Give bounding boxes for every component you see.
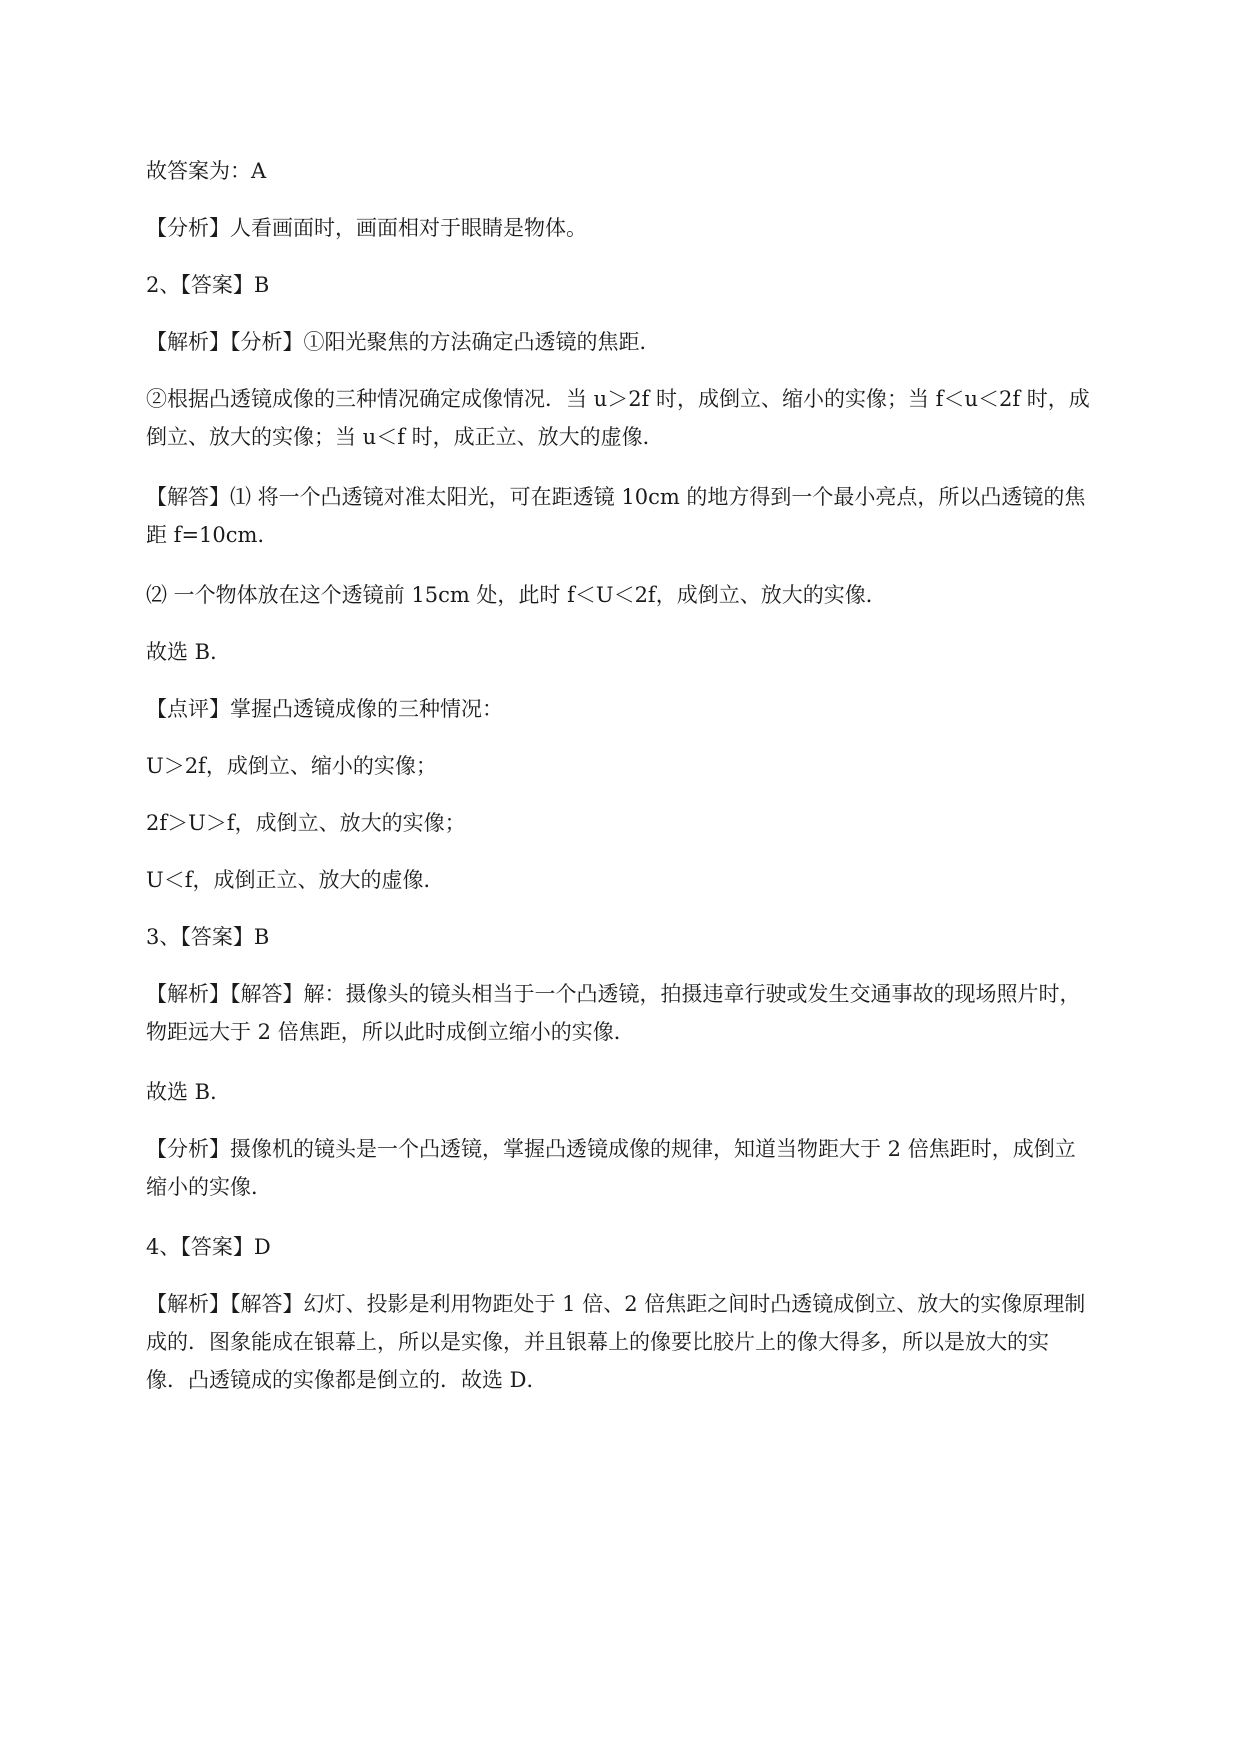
answer-conclusion — [146, 633, 1146, 671]
analysis-paragraph — [146, 1130, 1146, 1206]
text-line: U＜f，成倒正立、放大的虚像． — [146, 868, 445, 892]
text-line: 倒立、放大的实像；当 u＜f 时，成正立、放大的虚像． — [146, 425, 664, 449]
explanation-paragraph — [146, 1285, 1146, 1399]
text-line: 故选 B． — [146, 1080, 232, 1104]
text-line: 【点评】掌握凸透镜成像的三种情况： — [146, 697, 503, 721]
answer-heading — [146, 918, 1146, 956]
text-line: 成的．图象能成在银幕上，所以是实像，并且银幕上的像要比胶片上的像大得多，所以是放大的实 — [146, 1330, 1049, 1354]
solution-paragraph — [146, 478, 1146, 554]
comment-paragraph — [146, 690, 1146, 728]
answer-heading — [146, 1228, 1146, 1266]
text-line: ②根据凸透镜成像的三种情况确定成像情况．当 u＞2f 时，成倒立、缩小的实像；当 f＜u＜2f 时，成 — [146, 387, 1090, 411]
text-line: 【分析】摄像机的镜头是一个凸透镜，掌握凸透镜成像的规律，知道当物距大于 2 倍焦距时，成倒立 — [146, 1137, 1076, 1161]
text-line: 缩小的实像． — [146, 1175, 272, 1199]
text-line: 【解析】【解答】幻灯、投影是利用物距处于 1 倍、2 倍焦距之间时凸透镜成倒立、放大的实像原理制 — [146, 1292, 1086, 1316]
text-line: 物距远大于 2 倍焦距，所以此时成倒立缩小的实像． — [146, 1020, 635, 1044]
answer-heading — [146, 266, 1146, 304]
rule-item — [146, 804, 1146, 842]
text-line: 故选 B． — [146, 640, 232, 664]
text-line: 【解答】⑴ 将一个凸透镜对准太阳光，可在距透镜 10cm 的地方得到一个最小亮点，所以凸透镜的焦 — [146, 485, 1086, 509]
explanation-paragraph — [146, 380, 1146, 456]
text-line: U＞2f，成倒立、缩小的实像； — [146, 754, 437, 778]
answer-conclusion — [146, 152, 1146, 190]
solution-paragraph — [146, 576, 1146, 614]
text-line: 2、【答案】B — [146, 273, 270, 297]
text-line: 像．凸透镜成的实像都是倒立的．故选 D． — [146, 1368, 548, 1392]
analysis-paragraph — [146, 209, 1146, 247]
explanation-paragraph — [146, 975, 1146, 1051]
rule-item — [146, 747, 1146, 785]
explanation-paragraph — [146, 323, 1146, 361]
text-line: 【解析】【解答】解：摄像头的镜头相当于一个凸透镜，拍摄违章行驶或发生交通事故的现场照片时， — [146, 982, 1081, 1006]
text-line: 距 f=10cm． — [146, 523, 279, 547]
rule-item — [146, 861, 1146, 899]
text-line: 4、【答案】D — [146, 1235, 271, 1259]
answer-conclusion — [146, 1073, 1146, 1111]
text-line: 2f＞U＞f，成倒立、放大的实像； — [146, 811, 466, 835]
text-line: 故答案为：A — [146, 159, 267, 183]
text-line: ⑵ 一个物体放在这个透镜前 15cm 处，此时 f＜U＜2f，成倒立、放大的实像． — [146, 583, 887, 607]
text-line: 3、【答案】B — [146, 925, 270, 949]
text-line: 【解析】【分析】①阳光聚焦的方法确定凸透镜的焦距． — [146, 330, 661, 354]
text-line: 【分析】人看画面时，画面相对于眼睛是物体。 — [146, 216, 587, 240]
